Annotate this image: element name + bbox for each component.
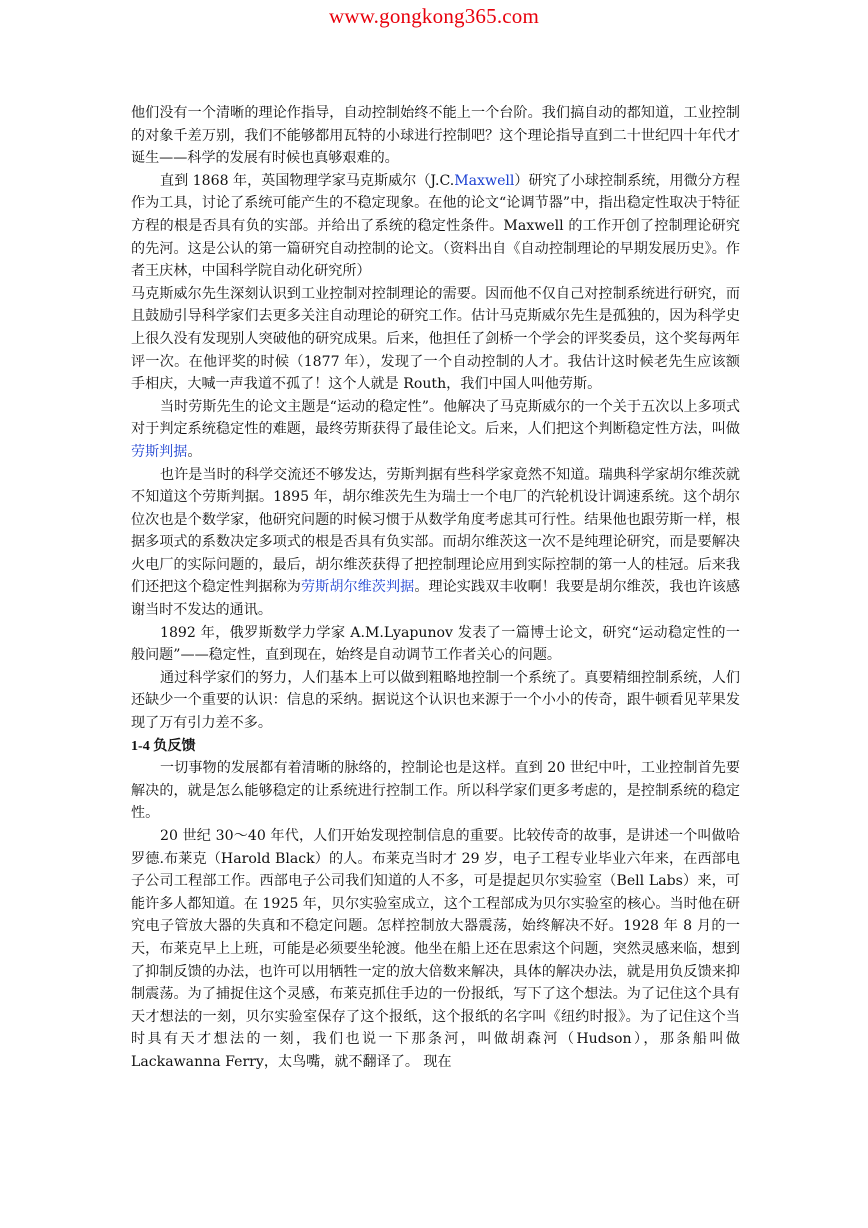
paragraph (131, 622, 740, 667)
text-run: 马克斯威尔先生深刻认识到工业控制对控制理论的需要。因而他不仅自己对控制系统进行研究，而且鼓励引导科学家们去更多关注自动理论的研究工作。估计马克斯威尔先生是孤独的，因为科学史上很久没有发现别人突破他的研究成果。后来，他担任了剑桥一个学会的评奖委员，这个奖每两年评一次。在他评奖的时候（1877 年），发现了一个自动控制的人才。我估计这时候老先生应该额手相庆，大喊一声我道不孤了！这个人就是 Routh，我们中国人叫他劳斯。 (131, 285, 740, 393)
term-link[interactable]: 劳斯判据 (131, 443, 188, 460)
term-link[interactable]: 劳斯胡尔维茨判据 (300, 579, 415, 596)
paragraph (131, 102, 740, 170)
text-run: 一切事物的发展都有着清晰的脉络的，控制论也是这样。直到 20 世纪中叶，工业控制首先要解决的，就是怎么能够稳定的让系统进行控制工作。所以科学家们更多考虑的，是控制系统的稳定性。 (131, 760, 740, 822)
text-run: 1-4 负反馈 (131, 737, 196, 754)
site-url-header: www.gongkong365.com (328, 4, 540, 28)
paragraph (131, 757, 740, 825)
article-body (131, 102, 740, 1074)
text-run: ）研究了小球控制系统，用微分方程作为工具，讨论了系统可能产生的不稳定现象。在他的论文“论调节器”中，指出稳定性取决于特征方程的根是否具有负的实部。并给出了系统的稳定性条件。Maxwell 的工作开创了控制理论研究的先河。这是公认的第一篇研究自动控制的论文。（资料出自《自动控制理论的早期发展历史》。作者王庆林，中国科学院自动化研究所） (131, 172, 741, 280)
text-run: 20 世纪 30～40 年代，人们开始发现控制信息的重要。比较传奇的故事，是讲述一个叫做哈罗德.布莱克（Harold Black）的人。布莱克当时才 29 岁，电子工程专业毕业六年来，在西部电子公司工程部工作。西部电子公司我们知道的人不多，可是提起贝尔实验室（Bell Labs）来，可能许多人都知道。在 1925 年，贝尔实验室成立，这个工程部成为贝尔实验室的核心。当时他在研究电子管放大器的失真和不稳定问题。怎样控制放大器震荡，始终解决不好。1928 年 8 月的一天，布莱克早上上班，可能是必须要坐轮渡。他坐在船上还在思索这个问题，突然灵感来临，想到了抑制反馈的办法，也许可以用牺牲一定的放大倍数来解决，具体的解决办法，就是用负反馈来抑制震荡。为了捕捉住这个灵感，布莱克抓住手边的一份报纸，写下了这个想法。为了记住这个具有天才想法的一刻，贝尔实验室保存了这个报纸，这个报纸的名字叫《纽约时报》。为了记住这个当时具有天才想法的一刻，我们也说一下那条河，叫做胡森河（Hudson），那条船叫做 Lackawanna Ferry，太鸟嘴，就不翻译了。 现在 (131, 828, 740, 1070)
term-link[interactable]: Maxwell (454, 172, 515, 189)
text-run: 1892 年，俄罗斯数学力学家 A.M.Lyapunov 发表了一篇博士论文，研究“运动稳定性的一般问题”——稳定性，直到现在，始终是自动调节工作者关心的问题。 (131, 624, 740, 664)
section-heading (131, 735, 740, 758)
text-run: 当时劳斯先生的论文主题是“运动的稳定性”。他解决了马克斯威尔的一个关于五次以上多项式对于判定系统稳定性的难题，最终劳斯获得了最佳论文。后来，人们把这个判断稳定性方法，叫做 (131, 398, 740, 438)
text-run: 通过科学家们的努力，人们基本上可以做到粗略地控制一个系统了。真要精细控制系统，人们还缺少一个重要的认识：信息的采纳。据说这个认识也来源于一个小小的传奇，跟牛顿看见苹果发现了万有引力差不多。 (131, 669, 740, 732)
text-run: 直到 1868 年，英国物理学家马克斯威尔（J.C. (160, 172, 455, 189)
paragraph (131, 464, 740, 622)
text-run: 也许是当时的科学交流还不够发达，劳斯判据有些科学家竟然不知道。瑞典科学家胡尔维茨就不知道这个劳斯判据。1895 年，胡尔维茨先生为瑞士一个电厂的汽轮机设计调速系统。这个胡尔位次也是个数学家，他研究问题的时候习惯于从数学角度考虑其可行性。结果他也跟劳斯一样，根据多项式的系数决定多项式的根是否具有负实部。而胡尔维茨这一次不是纯理论研究，而是要解决火电厂的实际问题的，最后，胡尔维茨获得了把控制理论应用到实际控制的第一人的桂冠。后来我们还把这个稳定性判据称为 (131, 466, 740, 596)
paragraph (131, 170, 740, 283)
text-run: 他们没有一个清晰的理论作指导，自动控制始终不能上一个台阶。我们搞自动的都知道，工业控制的对象千差万别，我们不能够都用瓦特的小球进行控制吧？这个理论指导直到二十世纪四十年代才诞生——科学的发展有时候也真够艰难的。 (131, 105, 740, 167)
text-run: 。 (187, 443, 202, 460)
paragraph (131, 825, 740, 1074)
paragraph (131, 396, 740, 464)
text-run: 。理论实践双丰收啊！我要是胡尔维茨，我也许该感谢当时不发达的通讯。 (131, 579, 741, 619)
paragraph (131, 283, 740, 396)
paragraph (131, 667, 740, 735)
